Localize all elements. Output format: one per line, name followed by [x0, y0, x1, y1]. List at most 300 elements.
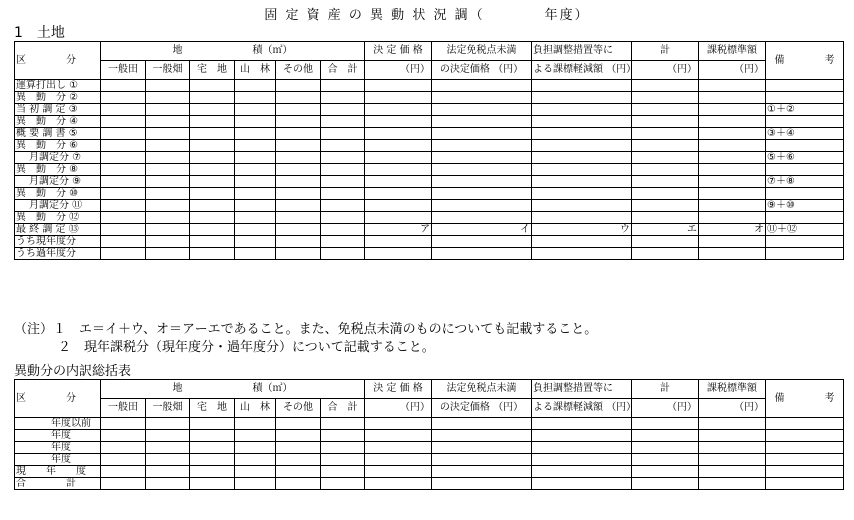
table-cell[interactable]: [699, 442, 766, 454]
table-cell[interactable]: [699, 248, 766, 260]
table-cell[interactable]: [532, 466, 632, 478]
table-cell[interactable]: [146, 140, 190, 152]
table-cell[interactable]: [365, 128, 432, 140]
table-cell[interactable]: [532, 188, 632, 200]
row-note: ⑨＋⑩: [766, 200, 844, 212]
table-cell[interactable]: [766, 466, 844, 478]
col-header: 一般田: [101, 61, 146, 80]
table-cell[interactable]: [146, 164, 190, 176]
row-label: 年度: [15, 442, 101, 454]
table-cell[interactable]: [235, 212, 276, 224]
table-cell[interactable]: [321, 442, 365, 454]
table-cell[interactable]: [190, 92, 235, 104]
header-futan: 負担調整措置等に: [532, 380, 632, 399]
table-cell[interactable]: [190, 418, 235, 430]
table-cell[interactable]: [276, 454, 321, 466]
table-cell[interactable]: [432, 80, 532, 92]
table-cell[interactable]: [432, 152, 532, 164]
unit-label: （円）: [632, 399, 699, 418]
table-cell[interactable]: [632, 92, 699, 104]
table-cell[interactable]: [146, 212, 190, 224]
table-cell[interactable]: [235, 140, 276, 152]
unit-label: よる課標軽減額 （円）: [532, 61, 632, 80]
row-label: 年度: [15, 454, 101, 466]
table-row: [15, 116, 844, 128]
table-cell[interactable]: [276, 188, 321, 200]
table-cell[interactable]: [432, 128, 532, 140]
table-cell[interactable]: [190, 212, 235, 224]
table-cell[interactable]: [190, 248, 235, 260]
unit-label: （円）: [365, 399, 432, 418]
table-cell[interactable]: [632, 212, 699, 224]
table-cell[interactable]: [432, 442, 532, 454]
col-header: その他: [276, 399, 321, 418]
table-row: [15, 418, 844, 430]
table-row: [15, 80, 844, 92]
table-cell[interactable]: [432, 478, 532, 490]
table-cell[interactable]: [532, 212, 632, 224]
table-cell[interactable]: [432, 188, 532, 200]
table-cell[interactable]: [699, 176, 766, 188]
table-cell[interactable]: [321, 116, 365, 128]
col-header: 合 計: [321, 399, 365, 418]
section-heading: 1 土地: [14, 25, 65, 41]
table-cell[interactable]: [321, 200, 365, 212]
table-cell[interactable]: [276, 116, 321, 128]
table-cell[interactable]: [632, 454, 699, 466]
table-cell[interactable]: [235, 478, 276, 490]
table-cell[interactable]: [235, 164, 276, 176]
table-cell[interactable]: [101, 140, 146, 152]
table-cell[interactable]: [101, 442, 146, 454]
table-cell[interactable]: [101, 92, 146, 104]
table-cell[interactable]: [235, 442, 276, 454]
page-title: 固 定 資 産 の 異 動 状 況 調（ 年度）: [264, 8, 590, 23]
table-cell[interactable]: [432, 248, 532, 260]
table-cell[interactable]: [632, 442, 699, 454]
table-cell[interactable]: [235, 152, 276, 164]
table-cell[interactable]: [190, 430, 235, 442]
table-cell[interactable]: [432, 466, 532, 478]
table-cell[interactable]: [532, 152, 632, 164]
table-cell[interactable]: [190, 176, 235, 188]
table-cell[interactable]: [632, 236, 699, 248]
table-cell[interactable]: [699, 236, 766, 248]
table-cell[interactable]: [532, 418, 632, 430]
table-cell[interactable]: [632, 188, 699, 200]
table-cell[interactable]: [432, 454, 532, 466]
table-cell[interactable]: [190, 200, 235, 212]
table-cell[interactable]: [146, 80, 190, 92]
table-cell[interactable]: [699, 80, 766, 92]
table-cell[interactable]: [532, 80, 632, 92]
col-header: 宅 地: [190, 399, 235, 418]
row-label: 異 動 分 ②: [15, 92, 101, 104]
table-cell[interactable]: [321, 212, 365, 224]
table-cell[interactable]: [101, 200, 146, 212]
table-cell[interactable]: [321, 478, 365, 490]
table-cell[interactable]: [146, 454, 190, 466]
table-cell[interactable]: ウ: [532, 224, 632, 236]
table-cell[interactable]: [190, 224, 235, 236]
table-cell[interactable]: [235, 454, 276, 466]
table-cell[interactable]: [276, 212, 321, 224]
header-menzei: 法定免税点未満: [432, 380, 532, 399]
table-cell[interactable]: [276, 236, 321, 248]
table-cell[interactable]: [432, 430, 532, 442]
table-cell[interactable]: [766, 478, 844, 490]
table-cell[interactable]: [146, 200, 190, 212]
table-cell[interactable]: [101, 418, 146, 430]
table-cell[interactable]: [532, 92, 632, 104]
table-cell[interactable]: [532, 176, 632, 188]
table-cell[interactable]: [365, 236, 432, 248]
table-cell[interactable]: [632, 140, 699, 152]
row-label: 当 初 調 定 ③: [15, 104, 101, 116]
table-cell[interactable]: [276, 442, 321, 454]
table-cell[interactable]: [365, 442, 432, 454]
table-cell[interactable]: [101, 152, 146, 164]
table-cell[interactable]: [532, 164, 632, 176]
table-cell[interactable]: [699, 116, 766, 128]
table-cell[interactable]: [321, 92, 365, 104]
table-cell[interactable]: [146, 224, 190, 236]
table-row: [15, 430, 844, 442]
table-cell[interactable]: [276, 418, 321, 430]
table-cell[interactable]: [235, 236, 276, 248]
row-label: 概 要 調 書 ⑤: [15, 128, 101, 140]
table-cell[interactable]: [699, 418, 766, 430]
table-cell[interactable]: [532, 200, 632, 212]
table-cell[interactable]: [276, 478, 321, 490]
table-cell[interactable]: [190, 466, 235, 478]
col-header: 一般畑: [146, 61, 190, 80]
table-cell[interactable]: [432, 164, 532, 176]
table-cell[interactable]: [699, 200, 766, 212]
row-label: 現 年 度: [15, 466, 101, 478]
table-cell[interactable]: [532, 248, 632, 260]
row-label: 月調定分 ⑪: [15, 200, 101, 212]
header-kettei: 決 定 価 格: [365, 42, 432, 61]
table-cell[interactable]: [235, 466, 276, 478]
table-cell[interactable]: [365, 116, 432, 128]
table-cell[interactable]: [276, 140, 321, 152]
table-cell[interactable]: エ: [632, 224, 699, 236]
table-cell[interactable]: [532, 116, 632, 128]
table-cell[interactable]: [146, 176, 190, 188]
row-label: 年度以前: [15, 418, 101, 430]
table-cell[interactable]: [699, 466, 766, 478]
table-cell[interactable]: [146, 418, 190, 430]
row-note: [766, 248, 844, 260]
table-cell[interactable]: [365, 104, 432, 116]
row-label: 運算打出し ①: [15, 80, 101, 92]
table-cell[interactable]: [146, 442, 190, 454]
table-cell[interactable]: [321, 176, 365, 188]
table-cell[interactable]: [321, 188, 365, 200]
table-cell[interactable]: [365, 164, 432, 176]
table-cell[interactable]: [699, 478, 766, 490]
table-cell[interactable]: [699, 128, 766, 140]
table-cell[interactable]: [532, 104, 632, 116]
table-cell[interactable]: [632, 430, 699, 442]
table-cell[interactable]: [146, 128, 190, 140]
table-cell[interactable]: [365, 454, 432, 466]
table-row: [15, 236, 844, 248]
table-cell[interactable]: [632, 104, 699, 116]
table-cell[interactable]: [432, 418, 532, 430]
table-cell[interactable]: [432, 140, 532, 152]
header-futan: 負担調整措置等に: [532, 42, 632, 61]
header-kettei: 決 定 価 格: [365, 380, 432, 399]
table-cell[interactable]: [276, 104, 321, 116]
table-cell[interactable]: [235, 224, 276, 236]
table-cell[interactable]: [766, 430, 844, 442]
table-cell[interactable]: [365, 176, 432, 188]
table-cell[interactable]: [699, 140, 766, 152]
table-cell[interactable]: [365, 200, 432, 212]
table-cell[interactable]: [632, 478, 699, 490]
table-cell[interactable]: [632, 466, 699, 478]
table-cell[interactable]: [632, 116, 699, 128]
table-cell[interactable]: [276, 128, 321, 140]
table-cell[interactable]: [365, 140, 432, 152]
table-cell[interactable]: [365, 466, 432, 478]
table-row: [15, 92, 844, 104]
table-cell[interactable]: [321, 418, 365, 430]
table-cell[interactable]: [321, 80, 365, 92]
col-header: 一般田: [101, 399, 146, 418]
header-biko: 備 考: [766, 380, 844, 418]
row-label: 異 動 分 ⑩: [15, 188, 101, 200]
table-cell[interactable]: [699, 92, 766, 104]
table-row: [15, 188, 844, 200]
row-note: [766, 140, 844, 152]
table-cell[interactable]: [432, 116, 532, 128]
table-cell[interactable]: [235, 128, 276, 140]
table-cell[interactable]: [101, 454, 146, 466]
table-cell[interactable]: [365, 212, 432, 224]
table-cell[interactable]: [101, 430, 146, 442]
table-cell[interactable]: [632, 248, 699, 260]
table-cell[interactable]: [766, 418, 844, 430]
table-cell[interactable]: [321, 224, 365, 236]
table-cell[interactable]: [432, 92, 532, 104]
table-cell[interactable]: [699, 188, 766, 200]
table-cell[interactable]: [101, 224, 146, 236]
table-cell[interactable]: [276, 248, 321, 260]
table-row: [15, 466, 844, 478]
table-cell[interactable]: [699, 152, 766, 164]
table-cell[interactable]: [235, 430, 276, 442]
table-cell[interactable]: [432, 200, 532, 212]
land-change-table: [14, 41, 844, 260]
table-cell[interactable]: [101, 248, 146, 260]
table-cell[interactable]: [365, 152, 432, 164]
table-cell[interactable]: [101, 104, 146, 116]
unit-label: の決定価格 （円）: [432, 61, 532, 80]
table-cell[interactable]: [532, 442, 632, 454]
col-header: 山 林: [235, 61, 276, 80]
table-cell[interactable]: [235, 418, 276, 430]
table-cell[interactable]: イ: [432, 224, 532, 236]
table-cell[interactable]: [190, 454, 235, 466]
table-cell[interactable]: [235, 104, 276, 116]
row-label: 月調定分 ⑦: [15, 152, 101, 164]
table-cell[interactable]: [101, 212, 146, 224]
table-cell[interactable]: [276, 80, 321, 92]
table-cell[interactable]: [146, 478, 190, 490]
header-area: 地 積（㎡）: [101, 380, 365, 399]
table-cell[interactable]: [101, 176, 146, 188]
table-cell[interactable]: [632, 128, 699, 140]
table-cell[interactable]: [321, 140, 365, 152]
table-cell[interactable]: [632, 176, 699, 188]
col-header: 一般畑: [146, 399, 190, 418]
table-cell[interactable]: [190, 236, 235, 248]
table-cell[interactable]: [632, 152, 699, 164]
table-cell[interactable]: [699, 164, 766, 176]
table-cell[interactable]: [321, 430, 365, 442]
table-cell[interactable]: [276, 466, 321, 478]
table-cell[interactable]: [101, 188, 146, 200]
row-label: うち過年度分: [15, 248, 101, 260]
table-cell[interactable]: [432, 104, 532, 116]
table-cell[interactable]: [146, 430, 190, 442]
table-cell[interactable]: [101, 236, 146, 248]
table-cell[interactable]: [632, 80, 699, 92]
table-cell[interactable]: [276, 430, 321, 442]
table-cell[interactable]: [190, 128, 235, 140]
table-cell[interactable]: [321, 454, 365, 466]
table-cell[interactable]: [146, 466, 190, 478]
table-cell[interactable]: [699, 104, 766, 116]
table-cell[interactable]: [190, 140, 235, 152]
row-label: 年度: [15, 430, 101, 442]
table-row: [15, 176, 844, 188]
table-cell[interactable]: [321, 236, 365, 248]
table-row: [15, 454, 844, 466]
table-cell[interactable]: [321, 104, 365, 116]
table-cell[interactable]: [276, 152, 321, 164]
table-cell[interactable]: [321, 466, 365, 478]
table-cell[interactable]: [276, 200, 321, 212]
table-cell[interactable]: [632, 418, 699, 430]
table-cell[interactable]: [235, 188, 276, 200]
table-cell[interactable]: [101, 128, 146, 140]
table-cell[interactable]: [190, 116, 235, 128]
row-label: 合 計: [15, 478, 101, 490]
table-cell[interactable]: [365, 92, 432, 104]
row-label: 異 動 分 ⑧: [15, 164, 101, 176]
table-cell[interactable]: [321, 128, 365, 140]
table-cell[interactable]: [190, 442, 235, 454]
table-cell[interactable]: [235, 176, 276, 188]
table-cell[interactable]: [532, 128, 632, 140]
table-cell[interactable]: [699, 454, 766, 466]
header-menzei: 法定免税点未満: [432, 42, 532, 61]
table-cell[interactable]: [365, 188, 432, 200]
table-cell[interactable]: [276, 164, 321, 176]
table-row: [15, 224, 844, 236]
row-label: 異 動 分 ⑫: [15, 212, 101, 224]
table-cell[interactable]: [532, 430, 632, 442]
table-cell[interactable]: [365, 248, 432, 260]
table-cell[interactable]: [276, 92, 321, 104]
table-cell[interactable]: [766, 442, 844, 454]
table-cell[interactable]: [146, 248, 190, 260]
table-row: [15, 140, 844, 152]
table-cell[interactable]: [101, 164, 146, 176]
table-cell[interactable]: [365, 478, 432, 490]
table-cell[interactable]: [632, 200, 699, 212]
table-cell[interactable]: [146, 152, 190, 164]
table-cell[interactable]: [146, 188, 190, 200]
table-cell[interactable]: [276, 176, 321, 188]
table-row: [15, 128, 844, 140]
table-cell[interactable]: [699, 430, 766, 442]
table-cell[interactable]: [190, 152, 235, 164]
table-cell[interactable]: [432, 176, 532, 188]
table-cell[interactable]: [365, 418, 432, 430]
table-cell[interactable]: [146, 104, 190, 116]
table-cell[interactable]: [532, 478, 632, 490]
table-cell[interactable]: [101, 466, 146, 478]
row-note: [766, 236, 844, 248]
header-kazei: 課税標準額: [699, 42, 766, 61]
table-cell[interactable]: [101, 478, 146, 490]
table-cell[interactable]: オ: [699, 224, 766, 236]
table-cell[interactable]: [190, 478, 235, 490]
table-cell[interactable]: [235, 92, 276, 104]
table-cell[interactable]: [632, 164, 699, 176]
table-cell[interactable]: ア: [365, 224, 432, 236]
table-cell[interactable]: [146, 236, 190, 248]
table-cell[interactable]: [190, 188, 235, 200]
table-cell[interactable]: [235, 200, 276, 212]
table-cell[interactable]: [532, 454, 632, 466]
table-cell[interactable]: [532, 140, 632, 152]
table-cell[interactable]: [276, 224, 321, 236]
table-cell[interactable]: [321, 248, 365, 260]
table-cell[interactable]: [235, 116, 276, 128]
table-cell[interactable]: [532, 236, 632, 248]
table-cell[interactable]: [766, 454, 844, 466]
table-cell[interactable]: [190, 80, 235, 92]
row-note: ⑤＋⑥: [766, 152, 844, 164]
table-cell[interactable]: [321, 164, 365, 176]
header-kei: 計: [632, 42, 699, 61]
table-cell[interactable]: [101, 80, 146, 92]
table-cell[interactable]: [190, 104, 235, 116]
table-cell[interactable]: [321, 152, 365, 164]
table-row: [15, 478, 844, 490]
table-cell[interactable]: [365, 430, 432, 442]
table-row: [15, 212, 844, 224]
table-cell[interactable]: [101, 116, 146, 128]
table-cell[interactable]: [190, 164, 235, 176]
table-cell[interactable]: [235, 248, 276, 260]
table-cell[interactable]: [432, 212, 532, 224]
row-note: ⑪＋⑫: [766, 224, 844, 236]
table-cell[interactable]: [699, 212, 766, 224]
table-cell[interactable]: [365, 80, 432, 92]
table-cell[interactable]: [146, 116, 190, 128]
table-cell[interactable]: [235, 80, 276, 92]
unit-label: （円）: [632, 61, 699, 80]
table-cell[interactable]: [146, 92, 190, 104]
table-cell[interactable]: [432, 236, 532, 248]
